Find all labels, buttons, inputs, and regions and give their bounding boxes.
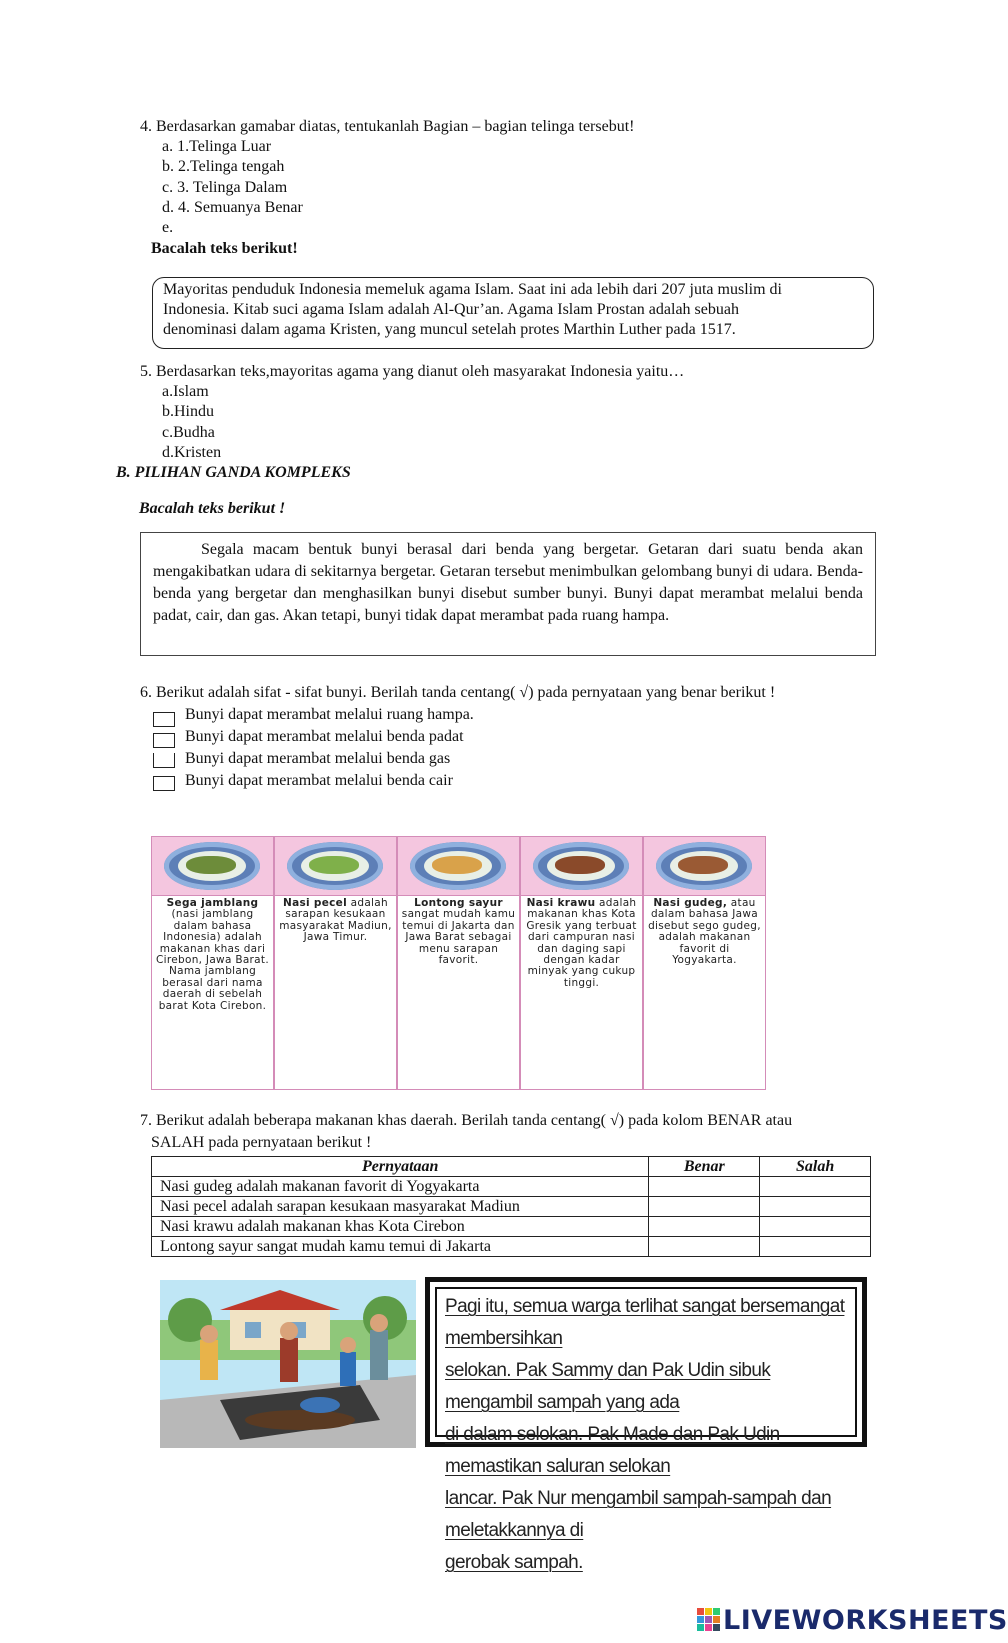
read1-line-1: Mayoritas penduduk Indonesia memeluk agama Islam. Saat ini ada lebih dari 207 juta muslim di [163, 281, 782, 298]
food-name: Nasi krawu [526, 897, 596, 909]
q6-checkbox-2[interactable] [153, 733, 175, 748]
statement-cell: Nasi gudeg adalah makanan favorit di Yogyakarta [152, 1177, 649, 1197]
story-textbox [425, 1277, 867, 1573]
q4-option-d[interactable]: d. 4. Semuanya Benar [162, 199, 303, 216]
q5-option-d[interactable]: d.Kristen [162, 444, 222, 461]
food-desc: adalah sarapan kesukaan masyarakat Madiun, Jawa Timur. [279, 897, 392, 944]
regional-food-cards [151, 836, 769, 1090]
q7-question-line-1: 7. Berikut adalah beberapa makanan khas daerah. Berilah tanda centang( √) pada kolom BENAR atau [140, 1112, 793, 1129]
q4-question: 4. Berdasarkan gamabar diatas, tentukanlah Bagian – bagian telinga tersebut! [140, 118, 635, 135]
food-name: Nasi gudeg, [653, 897, 728, 909]
food-desc: sangat mudah kamu temui di Jakarta dan Jawa Barat sebagai menu sarapan favorit. [401, 908, 516, 967]
story-line-1: Pagi itu, semua warga terlihat sangat bersemangat membersihkan [445, 1296, 845, 1349]
read2-label: Bacalah teks berikut ! [139, 500, 286, 517]
food-card-nasi-pecel [274, 836, 397, 1090]
col-header-benar: Benar [649, 1157, 760, 1177]
table-row [152, 1197, 871, 1217]
food-name: Lontong sayur [414, 897, 503, 909]
story-line-3: di dalam selokan. Pak Made dan Pak Udin memastikan saluran selokan [445, 1424, 780, 1477]
q6-checkbox-1[interactable] [153, 712, 175, 727]
q6-option-1: Bunyi dapat merambat melalui ruang hampa. [185, 706, 474, 723]
q4-option-b[interactable]: b. 2.Telinga tengah [162, 158, 285, 175]
read1-textbox [152, 277, 874, 349]
food-plate-image [644, 837, 765, 896]
benar-cell[interactable] [649, 1197, 760, 1217]
table-row [152, 1217, 871, 1237]
food-desc: atau dalam bahasa Jawa disebut sego gudeg, adalah makanan favorit di Yogyakarta. [648, 897, 761, 967]
q5-question: 5. Berdasarkan teks,mayoritas agama yang dianut oleh masyarakat Indonesia yaitu… [140, 363, 685, 380]
logo-grid-icon [697, 1608, 721, 1632]
col-header-pernyataan: Pernyataan [152, 1157, 649, 1177]
food-desc: (nasi jamblang dalam bahasa Indonesia) adalah makanan khas dari Cirebon, Jawa Barat. Nama jamblang berasal dari nama daerah di sebelah barat Kota Cirebon. [156, 908, 269, 1012]
food-card-sega-jamblang [151, 836, 274, 1090]
q5-option-b[interactable]: b.Hindu [162, 403, 214, 420]
food-name: Sega jamblang [166, 897, 259, 909]
salah-cell[interactable] [760, 1237, 871, 1257]
illustration-svg [160, 1280, 416, 1448]
story-line-5: gerobak sampah. [445, 1552, 583, 1573]
section-b-heading: B. PILIHAN GANDA KOMPLEKS [116, 464, 351, 481]
q7-table [151, 1156, 871, 1257]
benar-cell[interactable] [649, 1217, 760, 1237]
read2-textbox [140, 532, 876, 656]
food-card-lontong-sayur [397, 836, 520, 1090]
statement-cell: Nasi pecel adalah sarapan kesukaan masyarakat Madiun [152, 1197, 649, 1217]
table-header-row [152, 1157, 871, 1177]
col-header-salah: Salah [760, 1157, 871, 1177]
q4-option-c[interactable]: c. 3. Telinga Dalam [162, 179, 288, 196]
q6-option-4: Bunyi dapat merambat melalui benda cair [185, 772, 453, 789]
table-row [152, 1177, 871, 1197]
logo-text: LIVEWORKSHEETS [723, 1605, 1008, 1636]
salah-cell[interactable] [760, 1197, 871, 1217]
food-plate-image [521, 837, 642, 896]
q6-checkbox-4[interactable] [153, 776, 175, 791]
cleaning-drain-illustration [160, 1280, 416, 1448]
food-plate-image [398, 837, 519, 896]
statement-cell: Lontong sayur sangat mudah kamu temui di Jakarta [152, 1237, 649, 1257]
q5-option-a[interactable]: a.Islam [162, 383, 209, 400]
food-plate-image [152, 837, 273, 896]
q7-question-line-2: SALAH pada pernyataan berikut ! [151, 1134, 372, 1151]
q4-option-e[interactable]: e. [162, 219, 174, 236]
read1-line-3: denominasi dalam agama Kristen, yang muncul setelah protes Marthin Luther pada 1517. [163, 321, 736, 338]
liveworksheets-logo[interactable] [697, 1605, 1008, 1636]
salah-cell[interactable] [760, 1217, 871, 1237]
read1-label: Bacalah teks berikut! [151, 240, 298, 257]
food-card-nasi-gudeg [643, 836, 766, 1090]
q6-option-3: Bunyi dapat merambat melalui benda gas [185, 750, 451, 767]
food-desc: adalah makanan khas Kota Gresik yang terbuat dari campuran nasi dan daging sapi dengan kadar minyak yang cukup tinggi. [526, 897, 637, 989]
q4-option-a[interactable]: a. 1.Telinga Luar [162, 138, 272, 155]
story-line-4: lancar. Pak Nur mengambil sampah-sampah dan meletakkannya di [445, 1488, 832, 1541]
salah-cell[interactable] [760, 1177, 871, 1197]
food-card-nasi-krawu [520, 836, 643, 1090]
q6-question: 6. Berikut adalah sifat - sifat bunyi. Berilah tanda centang( √) pada pernyataan yang benar berikut ! [140, 684, 776, 701]
story-line-2: selokan. Pak Sammy dan Pak Udin sibuk mengambil sampah yang ada [445, 1360, 771, 1413]
read1-line-2: Indonesia. Kitab suci agama Islam adalah Al-Qur’an. Agama Islam Prostan adalah sebuah [163, 301, 739, 318]
q5-option-c[interactable]: c.Budha [162, 424, 215, 441]
table-row [152, 1237, 871, 1257]
benar-cell[interactable] [649, 1177, 760, 1197]
read2-paragraph: Segala macam bentuk bunyi berasal dari benda yang bergetar. Getaran dari suatu benda akan mengakibatkan udara di sekitarnya bergetar. Getaran tersebut menimbulkan gelombang bunyi di udara. Benda-benda yang bergetar dan menghasilkan bunyi disebut sumber bunyi. Bunyi dapat merambat melalui benda padat, cair, dan gas. Akan tetapi, bunyi tidak dapat merambat pada ruang hampa. [153, 541, 863, 624]
statement-cell: Nasi krawu adalah makanan khas Kota Cirebon [152, 1217, 649, 1237]
benar-cell[interactable] [649, 1237, 760, 1257]
q6-checkbox-3[interactable] [153, 753, 175, 768]
food-name: Nasi pecel [283, 897, 347, 909]
q6-option-2: Bunyi dapat merambat melalui benda padat [185, 728, 464, 745]
food-plate-image [275, 837, 396, 896]
